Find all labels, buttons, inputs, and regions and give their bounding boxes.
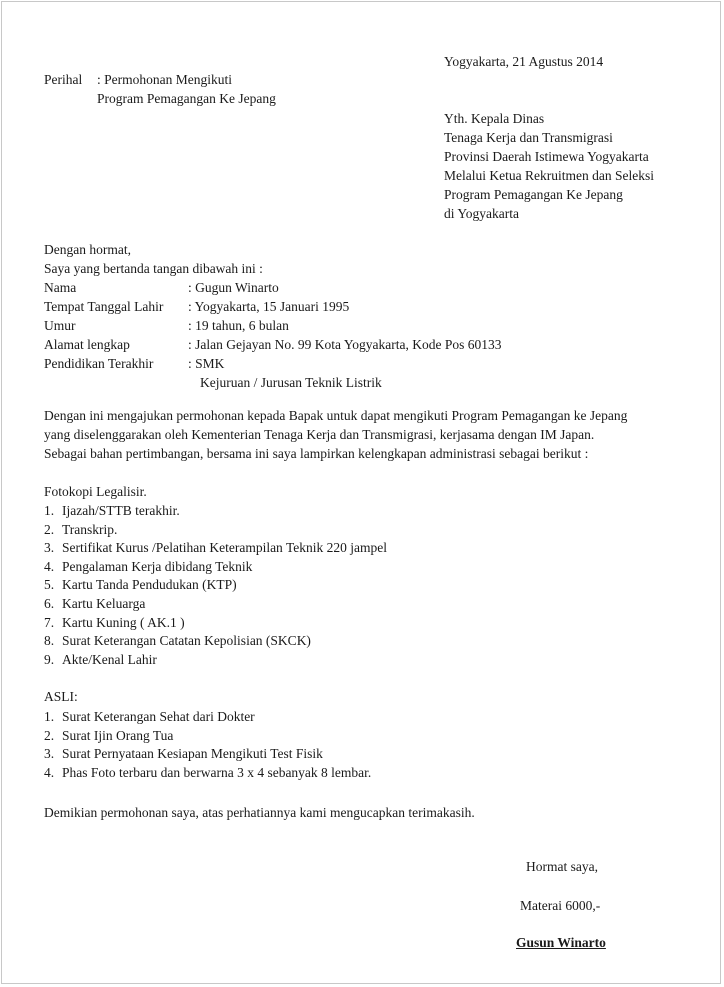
recipient-line: Program Pemagangan Ke Jepang (444, 187, 623, 202)
list-number: 5. (44, 577, 55, 593)
salutation: Dengan hormat, (44, 242, 131, 257)
identity-value: : 19 tahun, 6 bulan (188, 318, 289, 333)
stamp-duty-label: Materai 6000,- (520, 898, 601, 913)
list-number: 8. (44, 633, 55, 649)
recipient-address (444, 109, 654, 223)
asli-title: ASLI: (44, 689, 78, 704)
recipient-line: Yth. Kepala Dinas (444, 111, 545, 126)
identity-value: : SMK (188, 356, 225, 371)
identity-value: : Jalan Gejayan No. 99 Kota Yogyakarta, Kode Pos 60133 (188, 337, 502, 352)
list-number: 7. (44, 614, 55, 630)
list-number: 2. (44, 521, 55, 537)
intro-line: Saya yang bertanda tangan dibawah ini : (44, 261, 263, 276)
identity-label: Tempat Tanggal Lahir (44, 299, 164, 314)
identity-label: Umur (44, 318, 76, 333)
recipient-line: Provinsi Daerah Istimewa Yogyakarta (444, 149, 649, 164)
list-text: Surat Keterangan Catatan Kepolisian (SKCK) (62, 633, 311, 649)
list-text: Kartu Kuning ( AK.1 ) (62, 614, 185, 630)
signature-greeting: Hormat saya, (526, 859, 598, 874)
list-number: 9. (44, 651, 55, 667)
paragraph-line: yang diselenggarakan oleh Kementerian Tenaga Kerja dan Transmigrasi, kerjasama dengan IM Japan. (44, 427, 595, 442)
identity-value: : Gugun Winarto (188, 280, 279, 295)
letter-date: Yogyakarta, 21 Agustus 2014 (444, 54, 604, 69)
identity-label: Nama (44, 280, 77, 295)
signatory-name: Gusun Winarto (516, 935, 606, 950)
education-major: Kejuruan / Jurusan Teknik Listrik (200, 375, 382, 390)
list-text: Pengalaman Kerja dibidang Teknik (62, 558, 253, 574)
list-text: Akte/Kenal Lahir (62, 651, 157, 667)
recipient-line: Tenaga Kerja dan Transmigrasi (444, 130, 613, 145)
list-text: Surat Pernyataan Kesiapan Mengikuti Test Fisik (62, 746, 323, 762)
list-text: Surat Ijin Orang Tua (62, 727, 174, 743)
perihal-label: Perihal (44, 72, 83, 87)
list-text: Surat Keterangan Sehat dari Dokter (62, 709, 255, 724)
list-number: 4. (44, 558, 55, 574)
body-paragraph (44, 406, 627, 463)
list-number: 6. (44, 595, 55, 611)
perihal-subject-line-2: Program Pemagangan Ke Jepang (97, 91, 276, 106)
list-text: Ijazah/STTB terakhir. (62, 503, 180, 518)
recipient-line: Melalui Ketua Rekruitmen dan Seleksi (444, 168, 654, 183)
list-text: Transkrip. (62, 521, 118, 537)
list-number: 3. (44, 540, 55, 556)
paragraph-line: Dengan ini mengajukan permohonan kepada Bapak untuk dapat mengikuti Program Pemagangan ke Jepang (44, 408, 628, 423)
list-text: Sertifikat Kurus /Pelatihan Keterampilan Teknik 220 jampel (62, 540, 387, 556)
identity-value: : Yogyakarta, 15 Januari 1995 (188, 299, 350, 314)
identity-label: Alamat lengkap (44, 337, 130, 352)
list-text: Kartu Keluarga (62, 595, 146, 611)
perihal-subject-line-1: : Permohonan Mengikuti (97, 72, 232, 87)
list-number: 4. (44, 764, 55, 780)
list-text: Phas Foto terbaru dan berwarna 3 x 4 sebanyak 8 lembar. (62, 764, 372, 780)
list-number: 1. (44, 503, 55, 518)
closing-sentence: Demikian permohonan saya, atas perhatiannya kami mengucapkan terimakasih. (44, 805, 475, 820)
list-number: 1. (44, 709, 55, 724)
list-number: 2. (44, 727, 55, 743)
paragraph-line: Sebagai bahan pertimbangan, bersama ini saya lampirkan kelengkapan administrasi sebagai berikut : (44, 446, 589, 461)
recipient-line: di Yogyakarta (444, 206, 519, 221)
list-number: 3. (44, 746, 55, 762)
list-text: Kartu Tanda Pendudukan (KTP) (62, 577, 237, 593)
identity-label: Pendidikan Terakhir (44, 356, 154, 371)
fotokopi-title: Fotokopi Legalisir. (44, 484, 147, 499)
